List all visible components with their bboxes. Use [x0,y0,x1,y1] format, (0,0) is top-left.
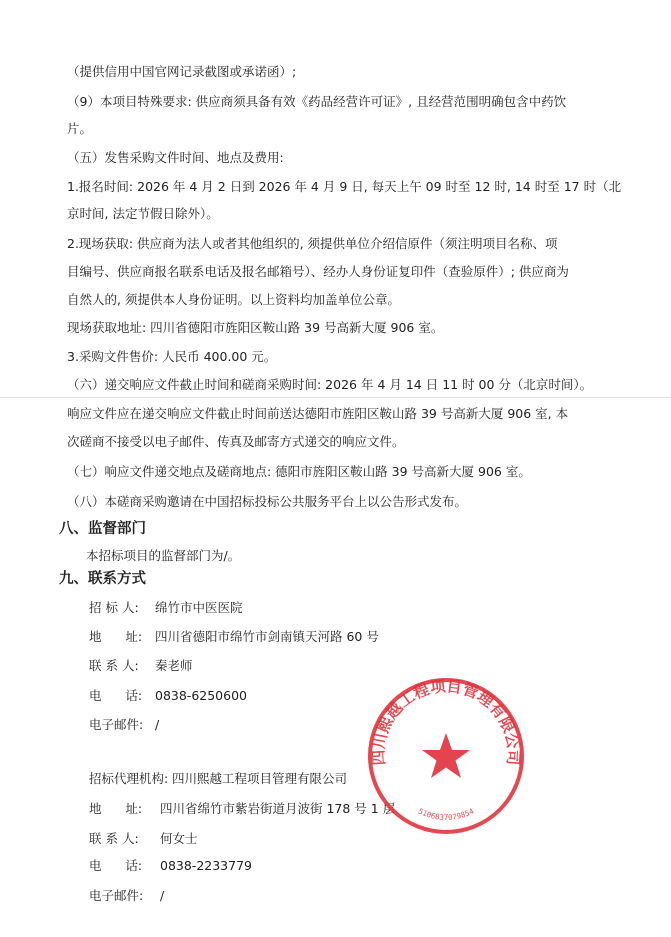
paragraph: 1.报名时间: 2026 年 4 月 2 日到 2026 年 4 月 9 日, 每天上午 09 时至 12 时, 14 时至 17 时（北 [67,179,622,194]
buyer-name-label: 招 标 人: [89,600,139,615]
paragraph: 目编号、供应商报名联系电话及报名邮箱号）、经办人身份证复印件（查验原件）; 供应商为 [67,264,569,279]
agency-name: 四川熙越工程项目管理有限公司 [172,771,348,786]
buyer-address-label: 地 址: [89,629,143,644]
agency-address-label: 地 址: [89,801,143,816]
agency-email-label: 电子邮件: [89,888,144,903]
agency-contact-label: 联 系 人: [89,831,139,846]
paragraph: 自然人的, 须提供本人身份证明。以上资料均加盖单位公章。 [67,292,400,307]
agency-phone: 0838-2233779 [160,858,252,873]
paragraph: （9）本项目特殊要求: 供应商须具备有效《药品经营许可证》, 且经营范围明确包含中药饮 [67,94,567,109]
paragraph: （七）响应文件递交地点及磋商地点: 德阳市旌阳区鞍山路 39 号高新大厦 906 室。 [67,464,531,479]
buyer-contact: 秦老师 [155,658,193,673]
buyer-address: 四川省德阳市绵竹市剑南镇天河路 60 号 [155,629,379,644]
paragraph: 2.现场获取: 供应商为法人或者其他组织的, 须提供单位介绍信原件（须注明项目名称、项 [67,236,558,251]
star-icon [422,733,470,778]
paragraph: 3.采购文件售价: 人民币 400.00 元。 [67,349,277,364]
paragraph: 次磋商不接受以电子邮件、传真及邮寄方式递交的响应文件。 [67,434,405,449]
paragraph: 片。 [67,121,93,136]
agency-address: 四川省绵竹市紫岩街道月波街 178 号 1 层 [160,801,396,816]
buyer-contact-label: 联 系 人: [89,658,139,673]
paragraph: （提供信用中国官网记录截图或承诺函）; [67,64,297,79]
buyer-phone-label: 电 话: [89,688,143,703]
svg-text:四川熙越工程项目管理有限公司: 四川熙越工程项目管理有限公司 [369,677,523,766]
buyer-email: / [155,717,160,732]
paragraph: 现场获取地址: 四川省德阳市旌阳区鞍山路 39 号高新大厦 906 室。 [67,320,444,335]
paragraph: （八）本磋商采购邀请在中国招标投标公共服务平台上以公告形式发布。 [67,494,468,509]
paragraph: 响应文件应在递交响应文件截止时间前送达德阳市旌阳区鞍山路 39 号高新大厦 906 室, 本 [67,406,569,421]
paragraph: 本招标项目的监督部门为/。 [86,548,241,563]
agency-contact: 何女士 [160,831,198,846]
buyer-name: 绵竹市中医医院 [155,600,243,615]
company-seal [366,676,526,836]
agency-name-label: 招标代理机构: [89,771,169,786]
svg-text:5106837079854: 5106837079854 [416,806,476,822]
paragraph: （六）递交响应文件截止时间和磋商采购时间: 2026 年 4 月 14 日 11 时 00 分（北京时间）。 [67,377,593,392]
paragraph: 京时间, 法定节假日除外）。 [67,206,219,221]
paragraph: （五）发售采购文件时间、地点及费用: [67,150,284,165]
section-heading-supervision: 八、监督部门 [59,521,146,537]
section-heading-contact: 九、联系方式 [59,571,146,587]
buyer-email-label: 电子邮件: [89,717,144,732]
buyer-phone: 0838-6250600 [155,688,247,703]
agency-email: / [160,888,165,903]
agency-phone-label: 电 话: [89,858,143,873]
page-divider [0,397,671,398]
